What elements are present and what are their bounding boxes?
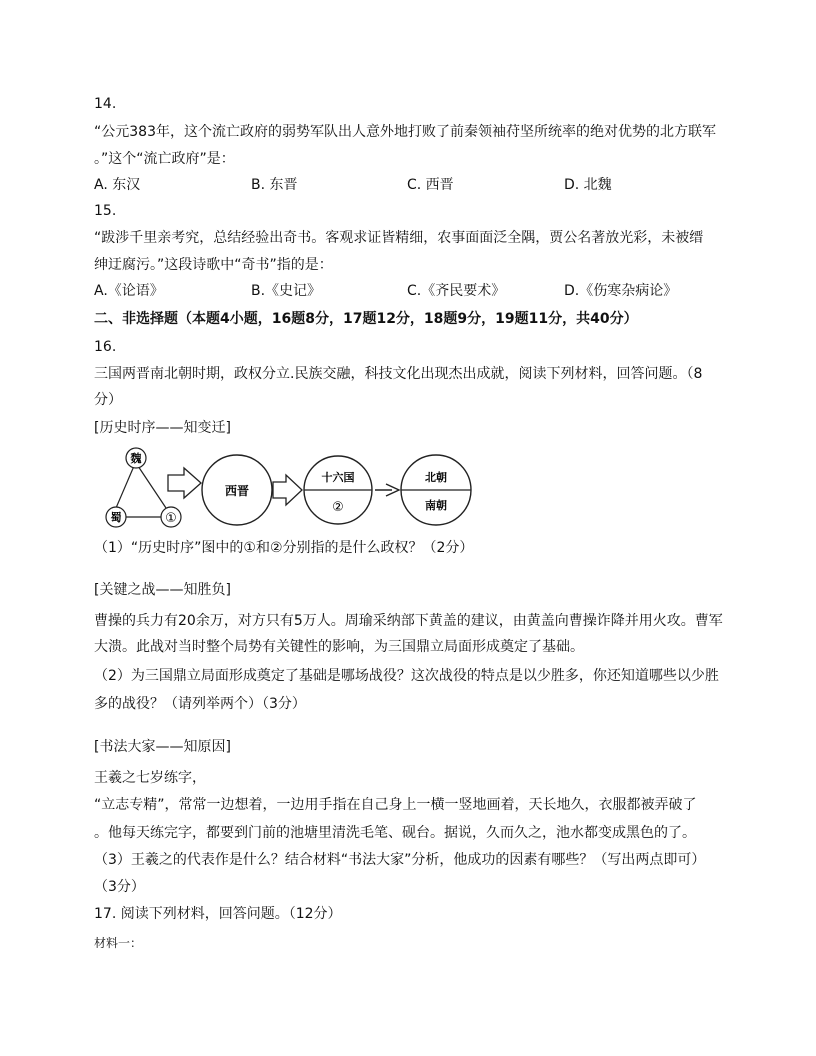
circle2-label: ② <box>332 500 344 515</box>
triangle-edge-wei-circle1 <box>138 466 166 508</box>
q16-number: 16. <box>94 339 117 355</box>
q15-number: 15. <box>94 203 117 219</box>
q14-option-a: A. 东汉 <box>94 177 141 193</box>
q15-option-b: B.《史记》 <box>251 283 322 299</box>
section-heading: 二、非选择题（本题4小题，16题8分，17题12分，18题9分，19题11分，共40分） <box>94 311 638 327</box>
q15-stem-line1: “跋涉千里亲考究，总结经验出奇书。客观求证皆精细，农事面面泛全隅，贾公名著放光彩，未被缙 <box>94 230 704 246</box>
beichao-label: 北朝 <box>425 471 447 484</box>
q16-part3-text2: “立志专精”，常常一边想着，一边用手指在自己身上一横一竖地画着，天长地久，衣服都被弄破了 <box>94 797 697 813</box>
q16-part2-text2: 大溃。此战对当时整个局势有关键性的影响，为三国鼎立局面形成奠定了基础。 <box>94 639 584 655</box>
q16-part1-question: （1）“历史时序”图中的①和②分别指的是什么政权？（2分） <box>94 540 474 556</box>
q15-option-d: D.《伤寒杂病论》 <box>564 283 678 299</box>
q16-part3-title: [书法大家——知原因] <box>94 739 231 755</box>
shu-label: 蜀 <box>110 511 122 524</box>
q15-stem-line2: 绅迂腐污。”这段诗歌中“奇书”指的是： <box>94 257 333 273</box>
sixteen-kingdoms-label: 十六国 <box>321 471 355 484</box>
circle1-label: ① <box>165 511 177 526</box>
nanchao-label: 南朝 <box>425 499 447 512</box>
q16-part2-question2: 多的战役？（请列举两个）（3分） <box>94 696 306 712</box>
q15-option-c: C.《齐民要术》 <box>407 283 506 299</box>
q16-part2-text1: 曹操的兵力有20余万，对方只有5万人。周瑜采纳部下黄盖的建议，由黄盖向曹操诈降并用火攻。曹军 <box>94 613 723 629</box>
q14-stem-line2: 。”这个“流亡政府”是： <box>94 151 235 167</box>
q16-part3-text1: 王羲之七岁练字， <box>94 770 206 786</box>
q16-part3-question1: （3）王羲之的代表作是什么？结合材料“书法大家”分析，他成功的因素有哪些？（写出两点即可） <box>94 852 706 868</box>
q17-stem: 17. 阅读下列材料，回答问题。（12分） <box>94 906 342 922</box>
q14-option-b: B. 东晋 <box>251 177 298 193</box>
q16-part3-question2: （3分） <box>94 879 145 895</box>
q15-option-a: A.《论语》 <box>94 283 164 299</box>
q16-part2-question1: （2）为三国鼎立局面形成奠定了基础是哪场战役？这次战役的特点是以少胜多，你还知道哪些以少胜 <box>94 668 719 684</box>
q14-stem-line1: “公元383年，这个流亡政府的弱势军队出人意外地打败了前秦领袖苻坚所统率的绝对优势的北方联军 <box>94 124 716 140</box>
wei-label: 魏 <box>130 452 142 465</box>
q14-option-c: C. 西晋 <box>407 177 454 193</box>
q16-part2-title: [关键之战——知胜负] <box>94 582 231 598</box>
xijin-label: 西晋 <box>224 484 250 498</box>
triangle-edge-wei-shu <box>116 466 134 508</box>
q16-intro-line2: 分） <box>94 392 122 408</box>
arrow-2 <box>273 475 302 505</box>
q16-part3-text3: 。他每天练完字，都要到门前的池塘里清洗毛笔、砚台。据说，久而久之，池水都变成黑色的了。 <box>94 825 696 841</box>
history-sequence-diagram <box>100 444 500 530</box>
q16-intro-line1: 三国两晋南北朝时期，政权分立.民族交融，科技文化出现杰出成就，阅读下列材料，回答问题。（8 <box>94 366 703 382</box>
arrow-1 <box>168 468 201 498</box>
q16-part1-title: [历史时序——知变迁] <box>94 420 231 436</box>
q14-number: 14. <box>94 96 117 112</box>
q14-option-d: D. 北魏 <box>564 177 612 193</box>
q17-material-label: 材料一： <box>94 936 143 950</box>
